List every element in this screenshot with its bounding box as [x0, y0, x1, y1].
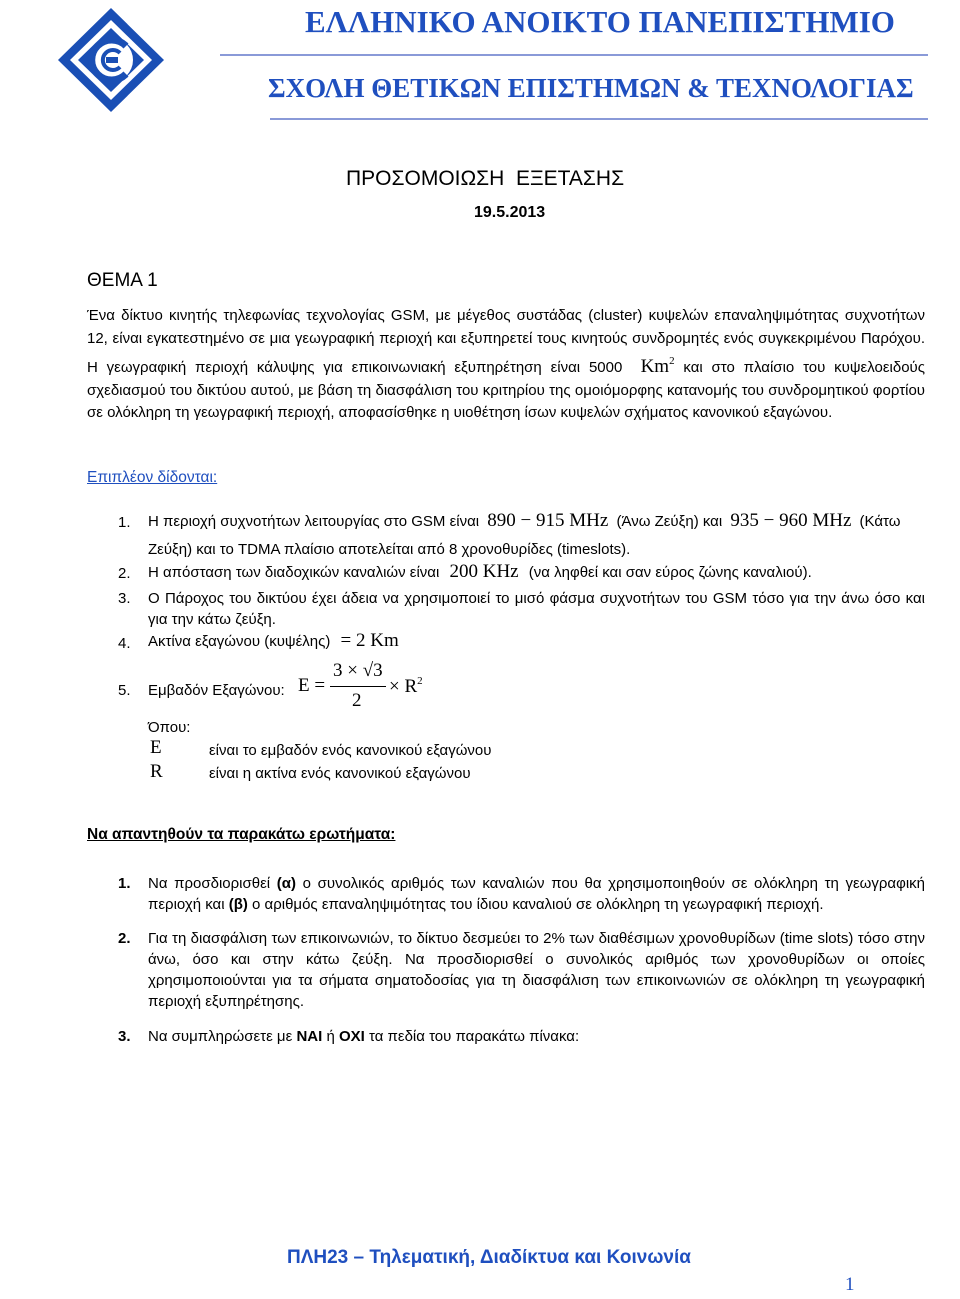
given-item-5-label: Εμβαδόν Εξαγώνου: [148, 682, 285, 699]
question-1: Να προσδιορισθεί (α) ο συνολικός αριθμός των καναλιών που θα χρησιμοποιηθούν σε ολόκληρη τη γεωγραφική περιοχή και (β) ο αριθμός επαναληψιμότητας του ίδιου καναλιού σε ολόκληρη τη γεωγραφική περιοχή. [148, 875, 926, 913]
given-item-number: 4. [118, 635, 131, 652]
header-divider [220, 54, 928, 56]
exam-title: ΠΡΟΣΟΜΟΙΩΣΗ ΕΞΕΤΑΣΗΣ [346, 167, 625, 190]
given-item-4: Ακτίνα εξαγώνου (κυψέλης) = 2 Km [148, 630, 399, 651]
university-logo-icon [56, 6, 166, 114]
topic-intro [87, 305, 925, 425]
definition-text: είναι το εμβαδόν ενός κανονικού εξαγώνου [209, 742, 492, 759]
formula-rhs: × $R^2$ [389, 675, 423, 697]
given-item-number: 1. [118, 514, 131, 531]
question-3: Να συμπληρώσετε με ΝΑΙ ή ΟΧΙ τα πεδία του παρακάτω πίνακα: [148, 1028, 580, 1045]
question-number: 2. [118, 930, 131, 947]
fraction-bar [330, 686, 386, 687]
given-item-3: Ο Πάροχος του δικτύου έχει άδεια να χρησιμοποιεί το μισό φάσμα συχνοτήτων του GSM τόσο για την άνω όσο και για την κάτω ζεύξη. [148, 590, 925, 628]
header-divider [270, 118, 928, 120]
university-name: ΕΛΛΗΝΙΚΟ ΑΝΟΙΚΤΟ ΠΑΝΕΠΙΣΤΗΜΙΟ [305, 4, 895, 39]
question-number: 3. [118, 1028, 131, 1045]
given-item-number: 3. [118, 590, 131, 607]
question-number: 1. [118, 875, 131, 892]
question-2: Για τη διασφάλιση των επικοινωνιών, το δίκτυο δεσμεύει το 2% των διαθέσιμων χρονοθυρίδων (time slots) τόσο στην άνω, όσο και στην κάτω ζεύξη. Να προσδιορισθεί ο συνολικός αριθμός των χρονοθυρίδων οι οποίες χρησιμοποιούνται για τα σήματα σηματοδοσίας για τη διασφάλιση των επικοινωνιών σε ολόκληρη τη γεωγραφική περιοχή εξυπηρέτησης. [148, 930, 925, 1010]
given-heading: Επιπλέον δίδονται: [87, 469, 218, 486]
topic-heading: ΘΕΜΑ 1 [87, 270, 158, 291]
where-label: Όπου: [148, 719, 191, 736]
intro-unit: Km$^2$ [640, 355, 675, 378]
exam-date: 19.5.2013 [474, 204, 546, 221]
given-item-2: Η απόσταση των διαδοχικών καναλιών είναι 200 KHz (να ληφθεί και σαν εύρος ζώνης καναλιού). [148, 561, 812, 582]
course-footer: ΠΛΗ23 – Τηλεματική, Διαδίκτυα και Κοινωνία [287, 1247, 691, 1268]
definition-symbol: R [150, 761, 163, 782]
questions-heading: Να απαντηθούν τα παρακάτω ερωτήματα: [87, 826, 396, 843]
intro-text: Ένα δίκτυο κινητής τηλεφωνίας τεχνολογίας GSM, με μέγεθος συστάδας (cluster) κυψελών επαναληψιμότητας συχνοτήτων 12, είναι εγκατεστημένο σε μια γεωγραφική περιοχή και εξυπηρετεί τους κινητούς συνδρομητές ενός συγκεκριμένου Παρόχου. Η γεωγραφική περιοχή κάλυψης για επικοινωνιακή εξυπηρέτηση είναι 5000 [87, 307, 925, 377]
given-item-1: Η περιοχή συχνοτήτων λειτουργίας στο GSM είναι 890 − 915 MHz (Άνω Ζεύξη) και 935 − 960 MHz (Κάτω [148, 510, 901, 531]
given-item-number: 2. [118, 565, 131, 582]
intro-text-cont: και στο πλαίσιο του κυψελοειδούς σχεδιασμού του δικτύου αυτού, με βάση τη διασφάλιση του κριτηρίου της ομοιόμορφης κατανομής του συνδρομητικού φορτίου σε ολόκληρη τη γεωγραφική περιοχή, αποφασίσθηκε η υιοθέτηση ίσων κυψελών σχήματος κανονικού εξαγώνου. [87, 359, 925, 422]
definition-text: είναι η ακτίνα ενός κανονικού εξαγώνου [209, 765, 471, 782]
formula-numerator: 3 × √3 [333, 660, 383, 681]
formula-lhs: E = [298, 675, 326, 696]
page-number: 1 [845, 1274, 855, 1295]
given-item-1-cont: Ζεύξη) και το TDMA πλαίσιο αποτελείται από 8 χρονοθυρίδες (timeslots). [148, 541, 631, 558]
definition-symbol: E [150, 737, 162, 758]
school-name: ΣΧΟΛΗ ΘΕΤΙΚΩΝ ΕΠΙΣΤΗΜΩΝ & ΤΕΧΝΟΛΟΓΙΑΣ [268, 73, 914, 103]
formula-denominator: 2 [352, 690, 362, 711]
given-item-number: 5. [118, 682, 131, 699]
